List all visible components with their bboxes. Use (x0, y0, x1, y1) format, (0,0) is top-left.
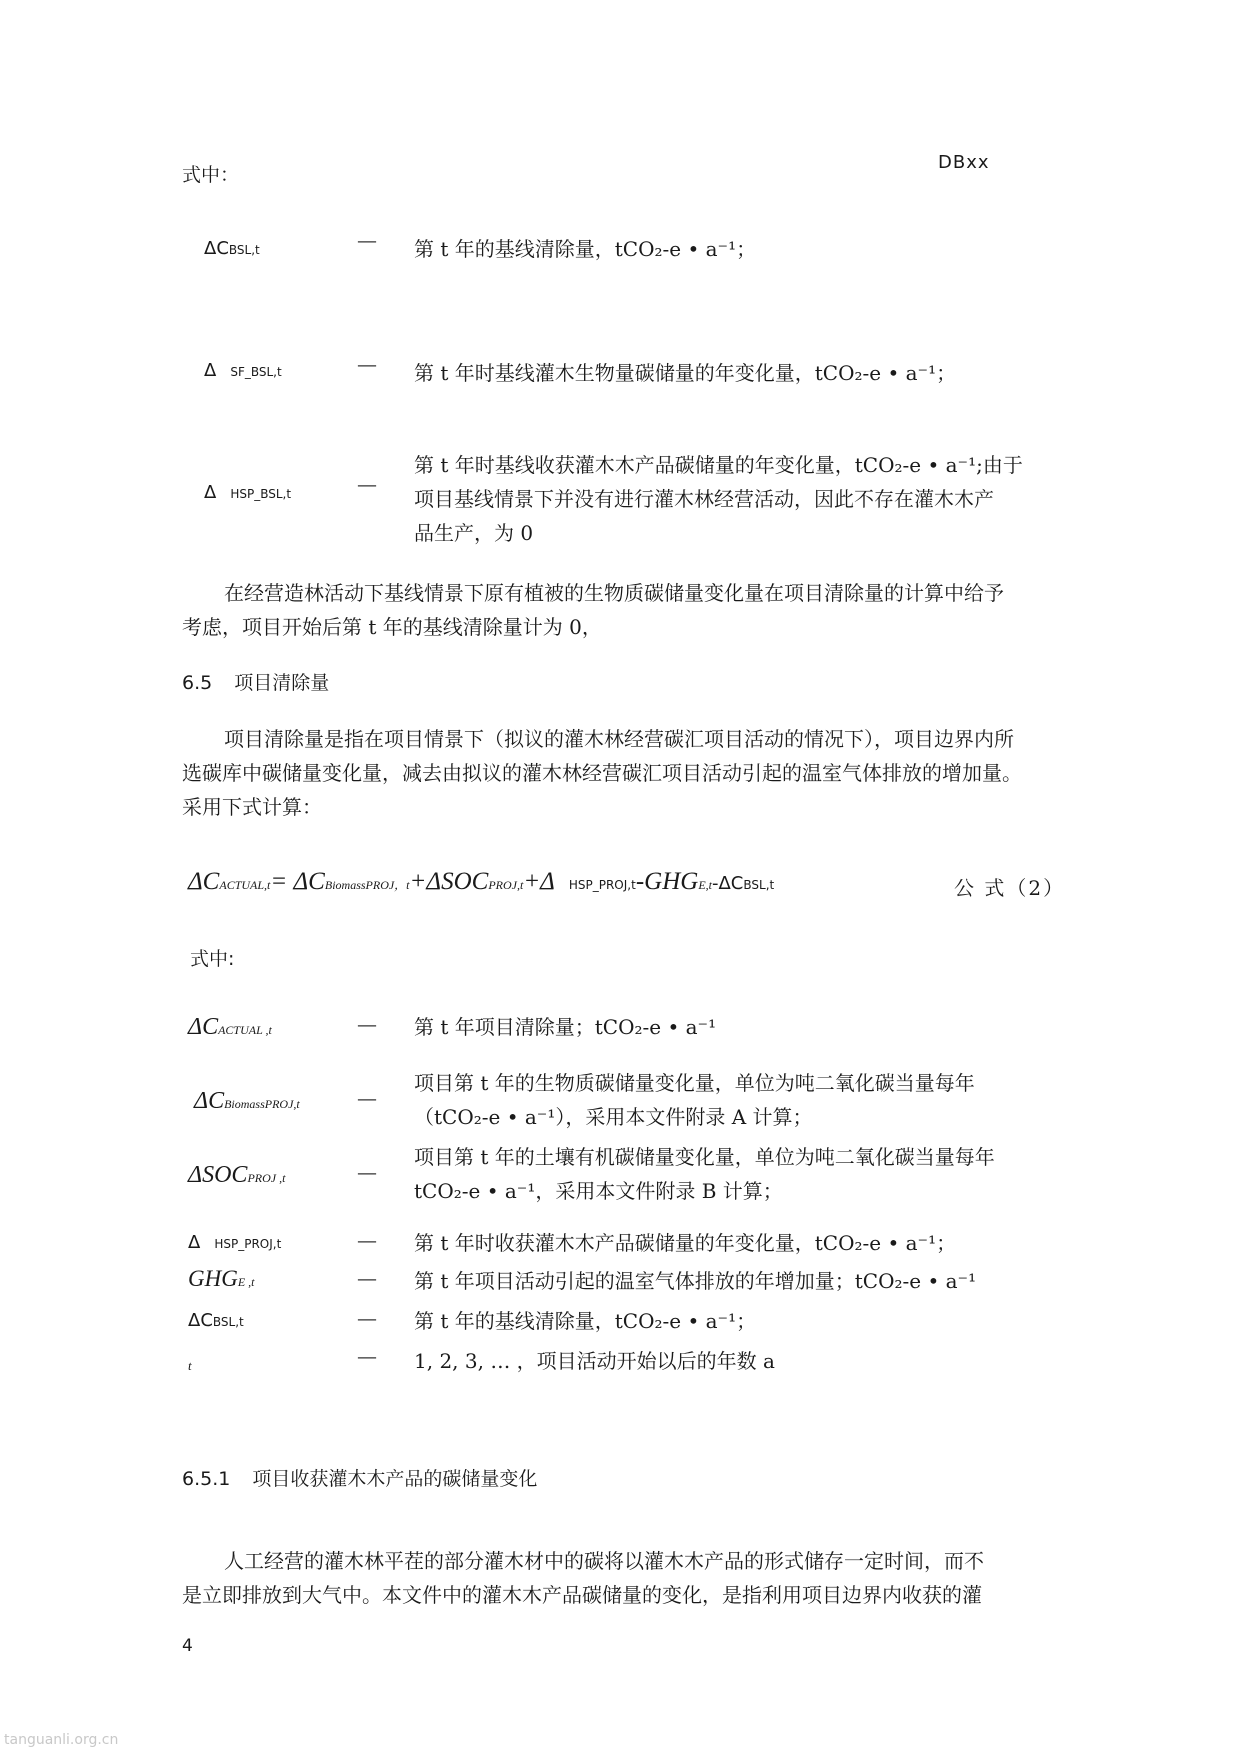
paragraph-line: 在经营造林活动下基线情景下原有植被的生物质碳储量变化量在项目清除量的计算中给予 (224, 581, 1004, 605)
def-line: 第 t 年项目活动引起的温室气体排放的年增加量；tCO₂-e • a⁻¹ (414, 1269, 977, 1293)
def-line: 1, 2, 3, … ，项目活动开始以后的年数 a (414, 1349, 775, 1373)
symbol-ghg: GHGE ,t (188, 1266, 255, 1291)
section-heading-6-5-1 (182, 1464, 537, 1491)
where-label: 式中: (190, 948, 235, 970)
def-line: 第 t 年项目清除量；tCO₂-e • a⁻¹ (414, 1015, 717, 1039)
formula-subscript: ACTUAL,t (219, 878, 271, 892)
paragraph-line: 人工经营的灌木林平茬的部分灌木材中的碳将以灌木木产品的形式储存一定时间，而不 (224, 1549, 984, 1573)
formula-term: ΔSOC (426, 868, 489, 895)
def-baseline-shrub-biomass: 第 t 年时基线灌木生物量碳储量的年变化量，tCO₂-e • a⁻¹； (414, 361, 957, 385)
def-dash: — (357, 352, 377, 376)
def-dash: — (357, 1228, 377, 1252)
symbol-delta-hsp-proj: Δ HSP_PROJ,t (188, 1232, 282, 1253)
formula-subscript: BiomassPROJ，t (324, 878, 410, 892)
def-line: （tCO₂-e • a⁻¹），采用本文件附录 A 计算； (414, 1105, 813, 1129)
formula-operator: +Δ (523, 868, 555, 895)
section-number: 6.5 (182, 672, 213, 694)
def-line: tCO₂-e • a⁻¹，采用本文件附录 B 计算； (414, 1179, 783, 1203)
def-baseline-removal: 第 t 年的基线清除量，tCO₂-e • a⁻¹； (414, 237, 757, 261)
symbol-delta-c-bsl-2: ΔCBSL,t (188, 1310, 244, 1331)
formula-operator: -ΔC (712, 873, 744, 894)
def-line: 项目第 t 年的生物质碳储量变化量，单位为吨二氧化碳当量每年 (414, 1071, 975, 1095)
def-years (414, 1344, 775, 1378)
where-label-top: 式中： (182, 164, 240, 186)
section-title: 项目收获灌木木产品的碳储量变化 (252, 1468, 538, 1490)
symbol-delta-hsp-bsl: Δ HSP_BSL,t (204, 482, 292, 503)
symbol-delta-c-bsl: ΔCBSL,t (204, 238, 260, 259)
def-baseline-harvest (414, 448, 1023, 550)
symbol-t: t (188, 1358, 192, 1373)
formula-term: ΔC (188, 868, 220, 895)
formula-subscript: PROJ,t (488, 878, 524, 892)
symbol-delta-c-biomass: ΔCBiomassPROJ,t (194, 1088, 300, 1114)
paragraph-harvest (182, 1544, 984, 1612)
watermark: tanguanli.org.cn (4, 1732, 119, 1748)
formula-2 (188, 866, 774, 896)
def-line: 品生产，为 0 (414, 521, 534, 545)
paragraph-line: 选碳库中碳储量变化量，减去由拟议的灌木林经营碳汇项目活动引起的温室气体排放的增加量。 (182, 761, 1022, 785)
paragraph-line: 是立即排放到大气中。本文件中的灌木木产品碳储量的变化，是指利用项目边界内收获的灌 (182, 1583, 982, 1607)
def-dash: — (357, 1012, 377, 1036)
def-project-ghg (414, 1264, 976, 1298)
def-project-removal (414, 1010, 716, 1044)
paragraph-project-removal (182, 722, 1022, 824)
page-number: 4 (182, 1636, 193, 1656)
def-baseline-removal-2 (414, 1304, 756, 1338)
def-dash: — (357, 1266, 377, 1290)
section-title: 项目清除量 (234, 672, 330, 694)
formula-operator: - (635, 868, 645, 895)
def-line: 第 t 年时基线收获灌木木产品碳储量的年变化量，tCO₂-e • a⁻¹;由于 (414, 453, 1023, 477)
def-project-biomass (414, 1066, 975, 1134)
formula-operator: = (270, 868, 294, 895)
def-line: 项目第 t 年的土壤有机碳储量变化量，单位为吨二氧化碳当量每年 (414, 1145, 995, 1169)
formula-subscript: E,t (698, 878, 712, 892)
def-dash: — (357, 1306, 377, 1330)
def-line: 第 t 年的基线清除量，tCO₂-e • a⁻¹； (414, 1309, 757, 1333)
symbol-delta-soc: ΔSOCPROJ ,t (188, 1162, 286, 1188)
formula-label: 公 式（2） (954, 876, 1066, 900)
symbol-delta-sf-bsl: Δ SF_BSL,t (204, 360, 282, 381)
def-line: 项目基线情景下并没有进行灌木林经营活动，因此不存在灌木木产 (414, 487, 994, 511)
def-dash: — (357, 228, 377, 252)
def-project-harvest (414, 1226, 956, 1260)
formula-term: ΔC (293, 868, 325, 895)
def-project-soc (414, 1140, 995, 1208)
paragraph-line: 考虑，项目开始后第 t 年的基线清除量计为 0， (182, 615, 602, 639)
formula-subscript: BSL,t (743, 878, 775, 892)
formula-operator: + (409, 868, 427, 895)
paragraph-line: 项目清除量是指在项目情景下（拟议的灌木林经营碳汇项目活动的情况下），项目边界内所 (224, 727, 1014, 751)
def-dash: — (357, 1160, 377, 1184)
section-number: 6.5.1 (182, 1468, 231, 1490)
paragraph-line: 采用下式计算： (182, 795, 322, 819)
formula-term: GHG (644, 868, 699, 895)
symbol-delta-c-actual: ΔCACTUAL ,t (188, 1014, 272, 1040)
formula-subscript: HSP_PROJ,t (568, 878, 636, 892)
def-dash: — (357, 1086, 377, 1110)
def-dash: — (357, 472, 377, 496)
def-line: 第 t 年时收获灌木木产品碳储量的年变化量，tCO₂-e • a⁻¹； (414, 1231, 957, 1255)
doc-code: DBxx (938, 152, 990, 173)
def-dash: — (357, 1344, 377, 1368)
paragraph-baseline (182, 576, 1004, 644)
section-heading-6-5 (182, 668, 329, 695)
